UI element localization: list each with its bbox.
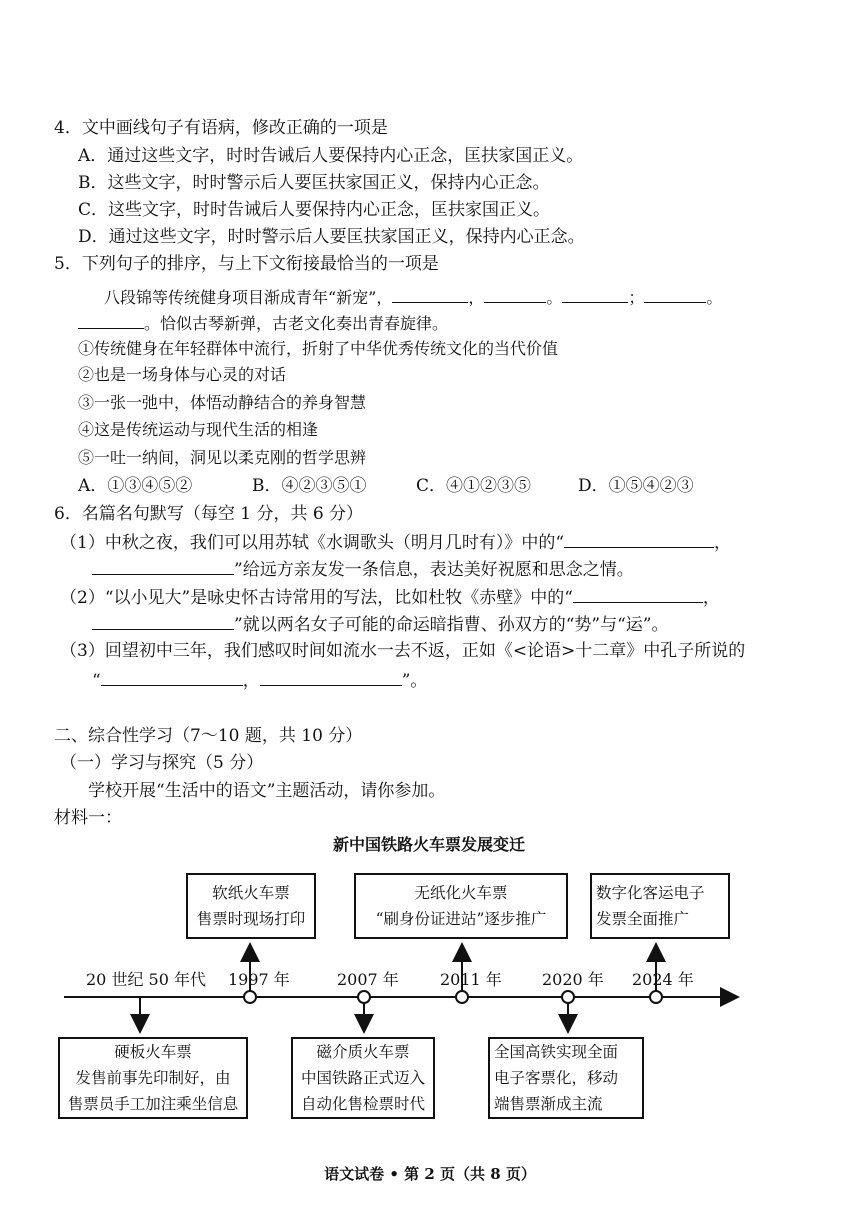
- q5-sentence-3: ③一张一弛中，体悟动静结合的养身智慧: [78, 393, 367, 412]
- timeline-node: [244, 991, 256, 1003]
- q6-part1-text: （1）中秋之夜，我们可以用苏轼《水调歌头（明月几时有）》中的“: [60, 533, 565, 553]
- q4-option-b: B．这些文字，时时警示后人要匡扶家国正义，保持内心正念。: [78, 173, 550, 193]
- event-desc: 端售票渐成主流: [494, 1095, 603, 1113]
- q6-sep: ，: [242, 671, 260, 691]
- q5-sentence-1: ①传统健身在年轻群体中流行，折射了中华优秀传统文化的当代价值: [78, 339, 559, 358]
- q6-part3-line1: （3）回望初中三年，我们感叹时间如流水一去不返，正如《<论语>十二章》中孔子所说的: [60, 641, 746, 661]
- year-label-2024: 2024 年: [632, 970, 694, 989]
- q6-quote: “: [92, 671, 101, 691]
- section-title: 二、综合性学习（7～10 题，共 10 分）: [54, 726, 363, 746]
- q5-sentence-4: ④这是传统运动与现代生活的相逢: [78, 420, 319, 439]
- year-label-2007: 2007 年: [337, 970, 399, 989]
- q5-option-d: D．①⑤④②③: [578, 476, 694, 496]
- q5-sep: ，: [468, 288, 485, 307]
- year-label-2020: 2020 年: [542, 970, 604, 989]
- q6-quote: ”。: [401, 671, 428, 691]
- q5-sep: 。: [546, 288, 563, 307]
- event-title: 无纸化火车票: [414, 884, 508, 902]
- event-title: 全国高铁实现全面: [494, 1043, 619, 1061]
- material-label: 材料一：: [54, 808, 122, 828]
- q5-option-a: A．①③④⑤②: [78, 476, 193, 496]
- timeline-node: [456, 991, 468, 1003]
- timeline-node: [358, 991, 370, 1003]
- event-desc: 自动化售检票时代: [300, 1095, 425, 1113]
- q6-sep: ，: [702, 588, 720, 608]
- event-box-2007: [291, 1037, 435, 1119]
- q6-part2-end: ”就以两名女子可能的命运暗指曹、孙双方的“势”与“运”。: [234, 615, 669, 635]
- q5-sep: 。: [706, 288, 723, 307]
- year-label-1997: 1997 年: [228, 970, 290, 989]
- subsection-title: （一）学习与探究（5 分）: [60, 753, 264, 773]
- q5-passage-start: 八段锦等传统健身项目渐成青年“新宠”，: [104, 288, 393, 307]
- event-desc: 中国铁路正式迈入: [300, 1069, 425, 1087]
- q4-option-c: C．这些文字，时时告诫后人要保持内心正念，匡扶家国正义。: [78, 200, 551, 220]
- event-desc: 售票时现场打印: [196, 910, 306, 928]
- event-desc: 发票全面推广: [596, 910, 690, 928]
- q6-part2-text: （2）“以小见大”是咏史怀古诗常用的写法，比如杜牧《赤壁》中的“: [60, 588, 573, 608]
- timeline-node: [562, 991, 574, 1003]
- event-title: 硬板火车票: [114, 1043, 192, 1061]
- event-box-1997: [186, 873, 316, 939]
- event-title: 数字化客运电子: [596, 884, 705, 902]
- page-footer: 语文试卷 • 第 2 页（共 8 页）: [324, 1165, 536, 1183]
- q4-option-d: D．通过这些文字，时时警示后人要匡扶家国正义，保持内心正念。: [78, 227, 585, 247]
- year-label-2011: 2011 年: [440, 970, 502, 989]
- event-box-2011: [354, 873, 568, 939]
- year-label-1950s: 20 世纪 50 年代: [86, 970, 206, 989]
- q5-sep: ；: [628, 288, 645, 307]
- q5-sentence-2: ②也是一场身体与心灵的对话: [78, 365, 287, 384]
- q6-part1-end: ”给远方亲友发一条信息，表达美好祝愿和思念之情。: [234, 560, 634, 580]
- q5-option-b: B．④②③⑤①: [252, 476, 367, 496]
- event-title: 磁介质火车票: [316, 1043, 410, 1061]
- q5-stem: 5．下列句子的排序，与上下文衔接最恰当的一项是: [54, 254, 439, 274]
- event-box-2024: [590, 873, 730, 939]
- event-desc: 发售前事先印制好，由: [75, 1069, 231, 1087]
- q4-option-a: A．通过这些文字，时时告诫后人要保持内心正念，匡扶家国正义。: [78, 146, 584, 166]
- q5-passage-end: 。恰似古琴新弹，古老文化奏出青春旋律。: [144, 314, 449, 333]
- event-box-2020: [488, 1037, 644, 1119]
- q5-sentence-5: ⑤一吐一纳间，洞见以柔克刚的哲学思辨: [78, 448, 367, 467]
- timeline-node: [650, 991, 662, 1003]
- section-intro: 学校开展“生活中的语文”主题活动，请你参加。: [88, 781, 446, 801]
- q5-option-c: C．④①②③⑤: [416, 476, 532, 496]
- event-title: 软纸火车票: [212, 884, 290, 902]
- event-desc: 售票员手工加注乘坐信息: [67, 1095, 239, 1113]
- event-box-1950s: [58, 1037, 248, 1119]
- event-desc: “刷身份证进站”逐步推广: [375, 910, 547, 928]
- event-desc: 电子客票化，移动: [494, 1069, 619, 1087]
- chart-title: 新中国铁路火车票发展变迁: [333, 835, 526, 854]
- q6-sep: ，: [714, 533, 732, 553]
- q4-stem: 4．文中画线句子有语病，修改正确的一项是: [54, 118, 388, 138]
- q6-stem: 6．名篇名句默写（每空 1 分，共 6 分）: [54, 504, 364, 524]
